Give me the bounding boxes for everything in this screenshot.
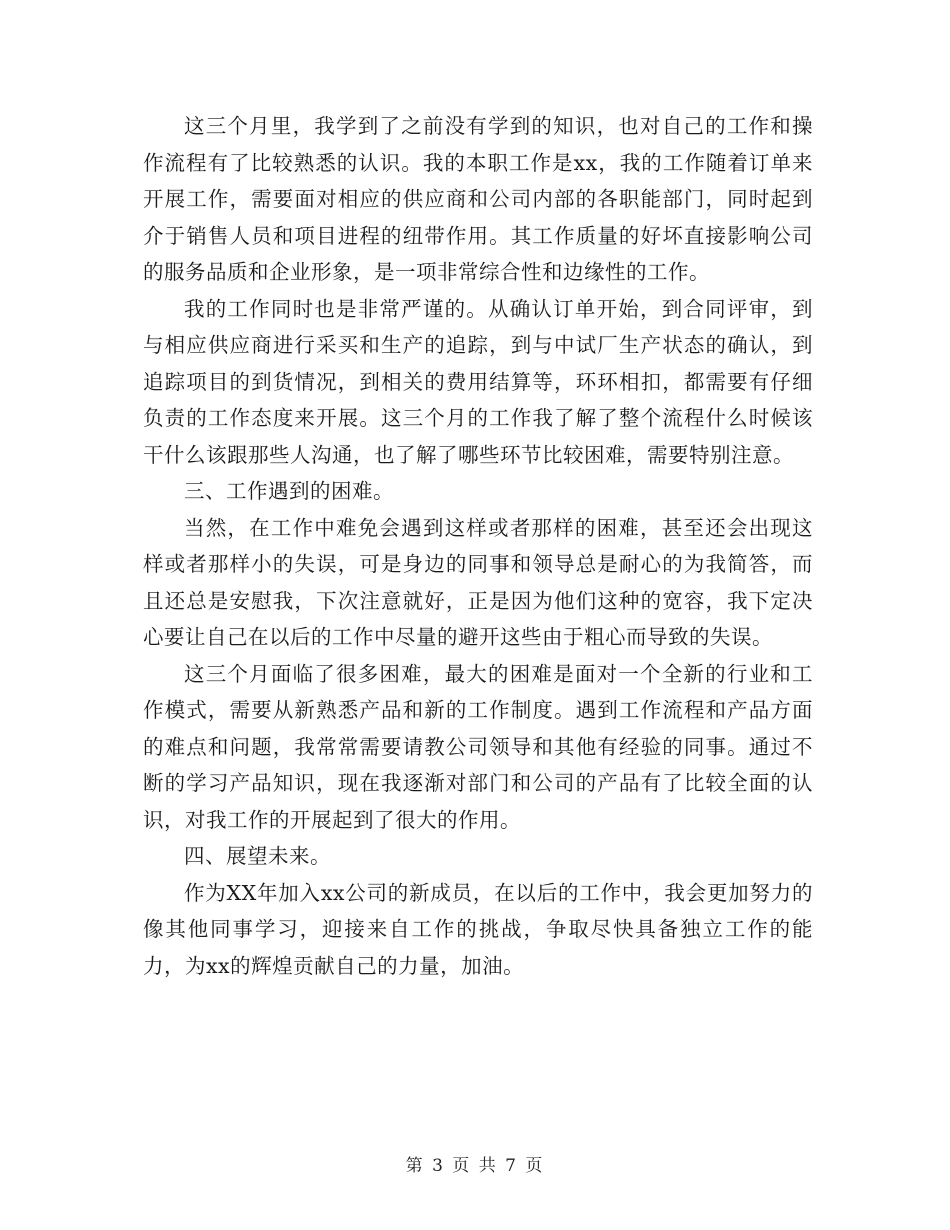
paragraph-mistakes: 当然，在工作中难免会遇到这样或者那样的困难，甚至还会出现这样或者那样小的失误，可是身边的同事和领导总是耐心的为我简答，而且还总是安慰我，下次注意就好，正是因为他们这种的宽容，我下定决心要让自己在以后的工作中尽量的避开这些由于粗心而导致的失误。 xyxy=(143,515,813,649)
section-heading-difficulties: 三、工作遇到的困难。 xyxy=(184,479,394,503)
paragraph-challenges: 这三个月面临了很多困难，最大的困难是面对一个全新的行业和工作模式，需要从新熟悉产品和新的工作制度。遇到工作流程和产品方面的难点和问题，我常常需要请教公司领导和其他有经验的同事。通过不断的学习产品知识，现在我逐渐对部门和公司的产品有了比较全面的认识，对我工作的开展起到了很大的作用。 xyxy=(143,661,813,832)
page-number-footer: 第 3 页 共 7 页 xyxy=(405,1156,545,1176)
paragraph-work-rigor: 我的工作同时也是非常严谨的。从确认订单开始，到合同评审，到与相应供应商进行采买和生产的追踪，到与中试厂生产状态的确认，到追踪项目的到货情况，到相关的费用结算等，环环相扣，都需要有仔细负责的工作态度来开展。这三个月的工作我了解了整个流程什么时候该干什么该跟那些人沟通，也了解了哪些环节比较困难，需要特别注意。 xyxy=(143,296,813,467)
document-body xyxy=(143,108,813,984)
paragraph-learning: 这三个月里，我学到了之前没有学到的知识，也对自己的工作和操作流程有了比较熟悉的认识。我的本职工作是xx，我的工作随着订单来开展工作，需要面对相应的供应商和公司内部的各职能部门，同时起到介于销售人员和项目进程的纽带作用。其工作质量的好坏直接影响公司的服务品质和企业形象，是一项非常综合性和边缘性的工作。 xyxy=(143,114,813,284)
section-heading-outlook: 四、展望未来。 xyxy=(184,844,331,868)
paragraph-future: 作为XX年加入xx公司的新成员，在以后的工作中，我会更加努力的像其他同事学习，迎接来自工作的挑战，争取尽快具备独立工作的能力，为xx的辉煌贡献自己的力量，加油。 xyxy=(143,880,813,978)
